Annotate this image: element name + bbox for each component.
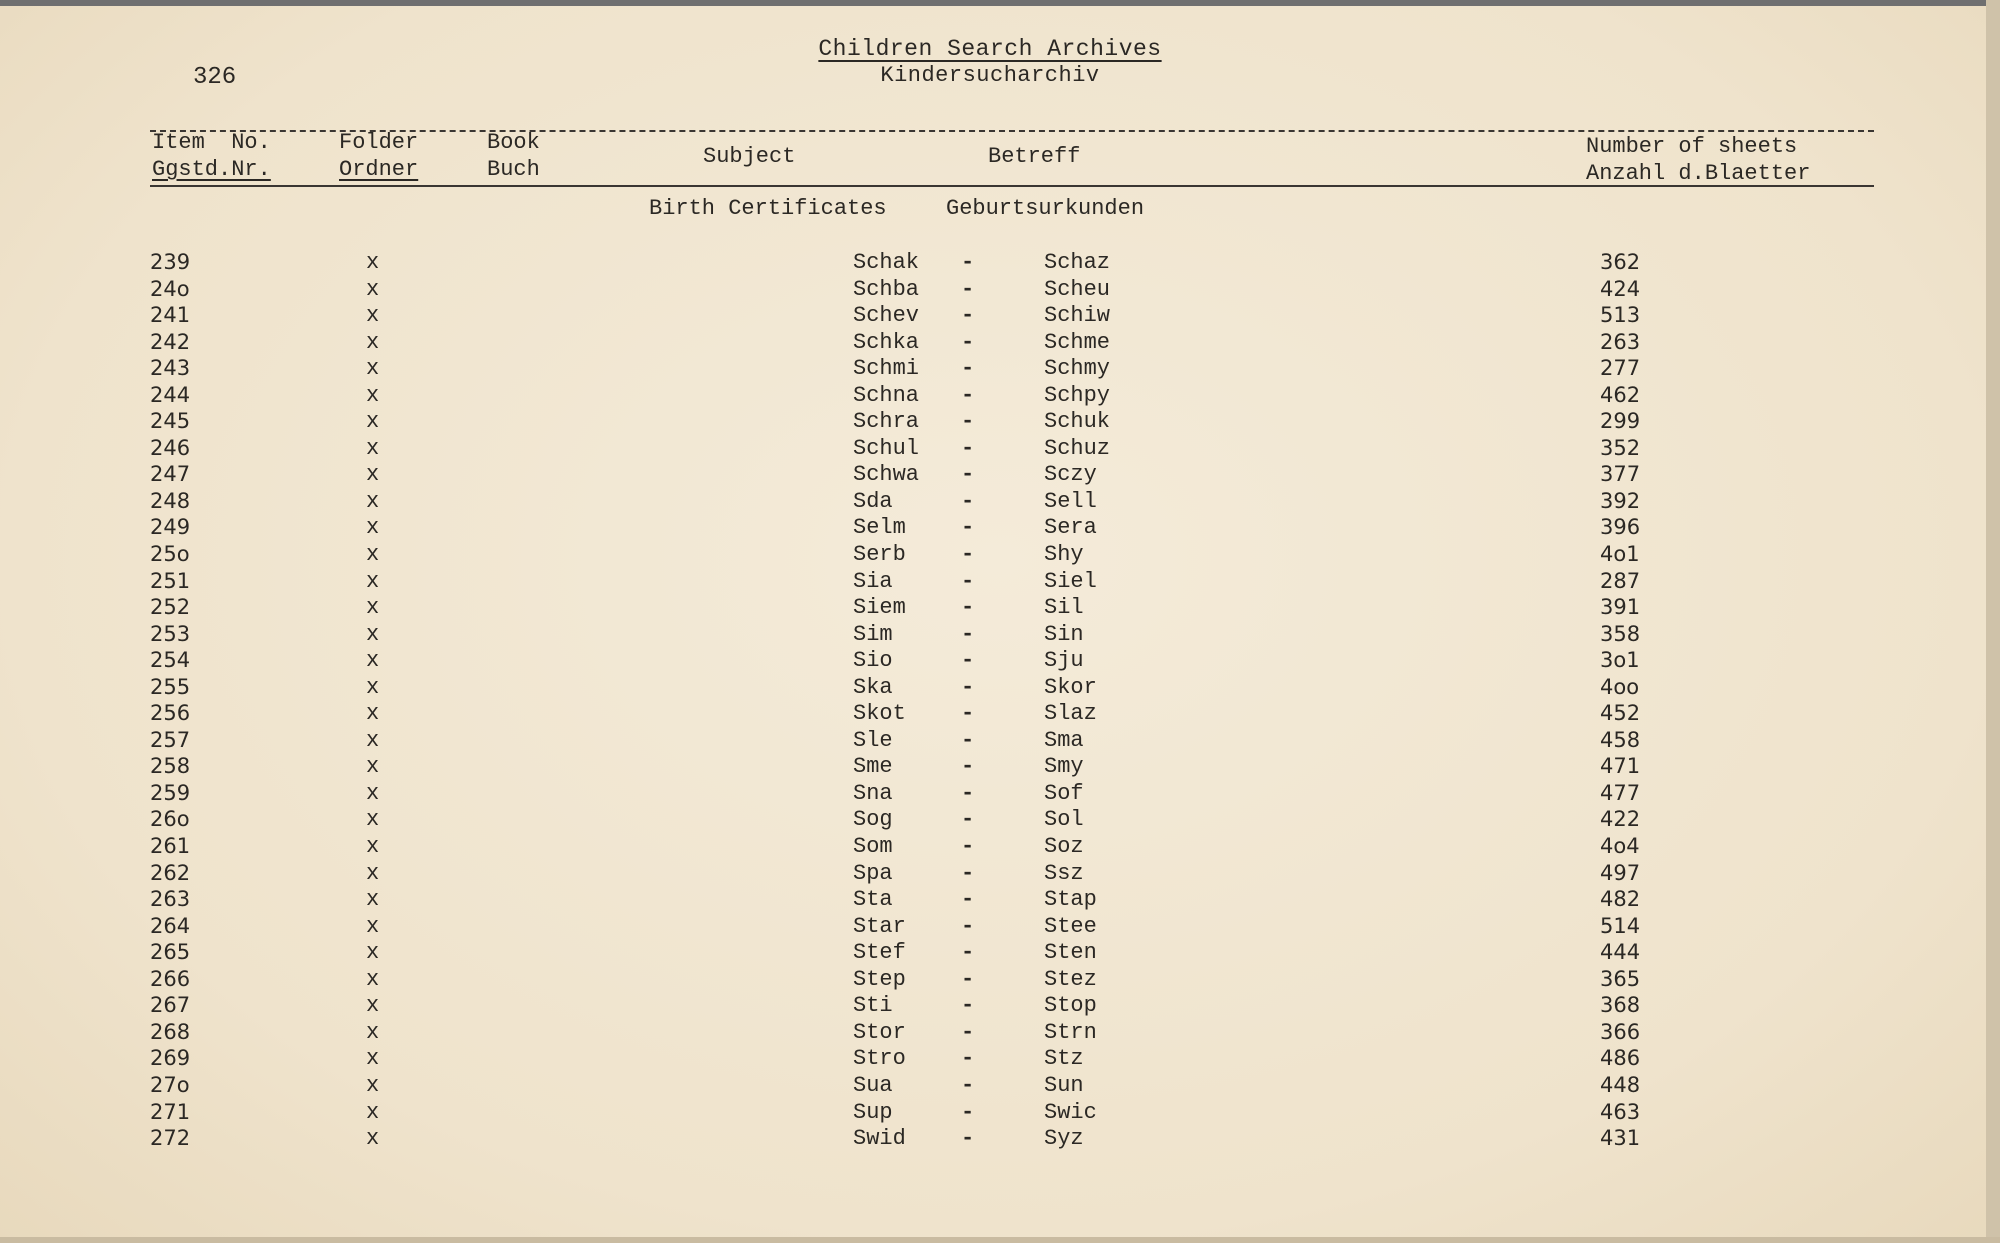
- item-number: 262: [150, 860, 191, 885]
- folder-mark: x: [366, 648, 380, 674]
- item-number: 268: [150, 1019, 191, 1044]
- item-number: 245: [150, 409, 191, 434]
- folder-mark: x: [366, 1099, 380, 1125]
- table-row: [0, 489, 2000, 516]
- range-dash: -: [961, 674, 975, 700]
- range-from: Sua: [853, 1072, 893, 1098]
- table-row: [0, 675, 2000, 702]
- range-dash: -: [961, 356, 975, 382]
- item-number: 253: [150, 621, 191, 646]
- header-folder: [339, 129, 418, 183]
- item-number: 246: [150, 435, 191, 460]
- range-from: Stor: [853, 1019, 906, 1045]
- table-row: [0, 515, 2000, 542]
- item-number: 272: [150, 1126, 191, 1151]
- range-dash: -: [961, 807, 975, 833]
- range-to: Siel: [1044, 568, 1097, 594]
- range-from: Serb: [853, 542, 906, 568]
- range-dash: -: [961, 303, 975, 329]
- table-row: [0, 701, 2000, 728]
- range-dash: -: [961, 1046, 975, 1072]
- item-number: 265: [150, 940, 191, 965]
- sheet-count: 513: [1600, 303, 1641, 328]
- item-number: 239: [150, 250, 191, 274]
- page-number: 326: [193, 64, 237, 91]
- table-row: [0, 914, 2000, 941]
- folder-mark: x: [366, 621, 380, 647]
- range-dash: -: [961, 834, 975, 860]
- range-to: Sin: [1044, 621, 1084, 647]
- range-from: Sti: [853, 993, 893, 1019]
- table-row: [0, 1020, 2000, 1047]
- scan-edge-bottom: [0, 1237, 2000, 1243]
- range-from: Schka: [853, 329, 920, 355]
- sheet-count: 463: [1600, 1099, 1641, 1124]
- header-subject: Subject: [703, 144, 796, 169]
- sheet-count: 471: [1600, 754, 1641, 779]
- sheet-count: 424: [1600, 276, 1641, 301]
- range-to: Schiw: [1044, 303, 1111, 329]
- header-sheets-de: Anzahl d.Blaetter: [1586, 161, 1811, 186]
- range-to: Sczy: [1044, 462, 1097, 488]
- folder-mark: x: [366, 276, 380, 302]
- item-number: 263: [150, 887, 191, 912]
- folder-mark: x: [366, 568, 380, 594]
- range-dash: -: [961, 860, 975, 886]
- item-number: 26o: [150, 807, 190, 832]
- range-from: Sda: [853, 488, 893, 514]
- title-block: [740, 36, 1240, 88]
- folder-mark: x: [366, 940, 380, 966]
- range-from: Schmi: [853, 356, 920, 382]
- folder-mark: x: [366, 488, 380, 514]
- folder-mark: x: [366, 542, 380, 568]
- sheet-count: 368: [1600, 993, 1641, 1018]
- sheet-count: 366: [1600, 1019, 1641, 1044]
- range-from: Sim: [853, 621, 893, 647]
- range-from: Siem: [853, 595, 906, 621]
- item-number: 244: [150, 382, 191, 407]
- section-title-english: Birth Certificates: [649, 196, 887, 221]
- folder-mark: x: [366, 966, 380, 992]
- item-number: 252: [150, 595, 191, 620]
- range-dash: -: [961, 940, 975, 966]
- folder-mark: x: [366, 409, 380, 435]
- sheet-count: 477: [1600, 780, 1641, 805]
- sheet-count: 4oo: [1600, 674, 1640, 699]
- range-to: Swic: [1044, 1099, 1097, 1125]
- range-to: Strn: [1044, 1019, 1097, 1045]
- sheet-count: 287: [1600, 568, 1641, 593]
- table-row: [0, 728, 2000, 755]
- table-row: [0, 1046, 2000, 1073]
- range-to: Scheu: [1044, 276, 1111, 302]
- range-to: Sera: [1044, 515, 1097, 541]
- table-row: [0, 967, 2000, 994]
- sheet-count: 352: [1600, 435, 1641, 460]
- table-row: [0, 330, 2000, 357]
- folder-mark: x: [366, 435, 380, 461]
- range-dash: -: [961, 1072, 975, 1098]
- range-from: Schev: [853, 303, 920, 329]
- item-number: 24o: [150, 276, 190, 301]
- folder-mark: x: [366, 754, 380, 780]
- sheet-count: 458: [1600, 727, 1641, 752]
- range-from: Schba: [853, 276, 920, 302]
- range-from: Step: [853, 966, 906, 992]
- sheet-count: 514: [1600, 913, 1641, 938]
- range-to: Sil: [1044, 595, 1084, 621]
- range-to: Sun: [1044, 1072, 1084, 1098]
- item-number: 267: [150, 993, 191, 1018]
- table-row: [0, 807, 2000, 834]
- sheet-count: 396: [1600, 515, 1641, 540]
- range-dash: -: [961, 887, 975, 913]
- header-number-of-sheets: [1586, 133, 1810, 187]
- range-to: Skor: [1044, 674, 1097, 700]
- range-to: Sma: [1044, 727, 1084, 753]
- range-dash: -: [961, 542, 975, 568]
- range-to: Sof: [1044, 780, 1084, 806]
- range-from: Schwa: [853, 462, 920, 488]
- range-to: Soz: [1044, 834, 1084, 860]
- range-dash: -: [961, 966, 975, 992]
- table-row: [0, 542, 2000, 569]
- range-dash: -: [961, 648, 975, 674]
- item-number: 269: [150, 1046, 191, 1071]
- range-dash: -: [961, 727, 975, 753]
- range-dash: -: [961, 595, 975, 621]
- range-from: Stef: [853, 940, 906, 966]
- range-to: Schuk: [1044, 409, 1111, 435]
- range-from: Som: [853, 834, 893, 860]
- folder-mark: x: [366, 462, 380, 488]
- range-from: Selm: [853, 515, 906, 541]
- range-from: Swid: [853, 1126, 906, 1152]
- table-row: [0, 356, 2000, 383]
- header-folder-en: Folder: [339, 130, 419, 155]
- range-from: Sog: [853, 807, 893, 833]
- table-row: [0, 993, 2000, 1020]
- range-to: Stee: [1044, 913, 1097, 939]
- range-dash: -: [961, 913, 975, 939]
- range-to: Schuz: [1044, 435, 1111, 461]
- folder-mark: x: [366, 674, 380, 700]
- table-row: [0, 834, 2000, 861]
- item-number: 271: [150, 1099, 191, 1124]
- sheet-count: 444: [1600, 940, 1641, 965]
- range-from: Star: [853, 913, 906, 939]
- table-row: [0, 754, 2000, 781]
- header-book-en: Book: [487, 130, 540, 155]
- range-to: Sten: [1044, 940, 1097, 966]
- folder-mark: x: [366, 356, 380, 382]
- sheet-count: 431: [1600, 1126, 1641, 1151]
- range-to: Stap: [1044, 887, 1097, 913]
- item-number: 256: [150, 701, 191, 726]
- table-row: [0, 462, 2000, 489]
- sheet-count: 362: [1600, 250, 1641, 274]
- folder-mark: x: [366, 807, 380, 833]
- item-number: 255: [150, 674, 191, 699]
- range-to: Shy: [1044, 542, 1084, 568]
- header-book: [487, 129, 540, 183]
- table-row: [0, 409, 2000, 436]
- range-to: Slaz: [1044, 701, 1097, 727]
- folder-mark: x: [366, 1046, 380, 1072]
- range-from: Sio: [853, 648, 893, 674]
- range-to: Stz: [1044, 1046, 1084, 1072]
- item-number: 264: [150, 913, 191, 938]
- folder-mark: x: [366, 595, 380, 621]
- item-number: 251: [150, 568, 191, 593]
- sheet-count: 486: [1600, 1046, 1641, 1071]
- sheet-count: 391: [1600, 595, 1641, 620]
- folder-mark: x: [366, 250, 380, 275]
- table-row: [0, 383, 2000, 410]
- range-dash: -: [961, 993, 975, 1019]
- item-number: 27o: [150, 1072, 190, 1097]
- table-row: [0, 1126, 2000, 1153]
- range-from: Schak: [853, 250, 920, 275]
- item-number: 249: [150, 515, 191, 540]
- range-dash: -: [961, 409, 975, 435]
- range-dash: -: [961, 1099, 975, 1125]
- folder-mark: x: [366, 834, 380, 860]
- table-row: [0, 622, 2000, 649]
- range-dash: -: [961, 515, 975, 541]
- range-from: Sup: [853, 1099, 893, 1125]
- header-folder-de: Ordner: [339, 157, 419, 182]
- sheet-count: 263: [1600, 329, 1641, 354]
- header-book-de: Buch: [487, 157, 540, 182]
- item-number: 258: [150, 754, 191, 779]
- title-english: Children Search Archives: [818, 36, 1162, 62]
- range-to: Smy: [1044, 754, 1084, 780]
- range-from: Stro: [853, 1046, 906, 1072]
- sheet-count: 448: [1600, 1072, 1641, 1097]
- range-from: Ska: [853, 674, 893, 700]
- range-from: Schra: [853, 409, 920, 435]
- item-number: 254: [150, 648, 191, 673]
- table-row: [0, 781, 2000, 808]
- range-from: Sta: [853, 887, 893, 913]
- range-to: Sju: [1044, 648, 1084, 674]
- folder-mark: x: [366, 1072, 380, 1098]
- range-to: Schme: [1044, 329, 1111, 355]
- range-from: Skot: [853, 701, 906, 727]
- table-row: [0, 1073, 2000, 1100]
- folder-mark: x: [366, 727, 380, 753]
- header-betreff: Betreff: [988, 144, 1081, 169]
- sheet-count: 277: [1600, 356, 1641, 381]
- range-from: Spa: [853, 860, 893, 886]
- table-row: [0, 595, 2000, 622]
- range-to: Schpy: [1044, 382, 1111, 408]
- item-number: 241: [150, 303, 191, 328]
- item-number: 248: [150, 488, 191, 513]
- range-dash: -: [961, 329, 975, 355]
- header-item-number: [152, 129, 271, 183]
- range-to: Schmy: [1044, 356, 1111, 382]
- range-to: Sol: [1044, 807, 1084, 833]
- range-dash: -: [961, 780, 975, 806]
- range-dash: -: [961, 488, 975, 514]
- folder-mark: x: [366, 887, 380, 913]
- range-from: Schul: [853, 435, 920, 461]
- table-row: [0, 569, 2000, 596]
- range-to: Ssz: [1044, 860, 1084, 886]
- item-number: 266: [150, 966, 191, 991]
- range-dash: -: [961, 754, 975, 780]
- range-from: Sia: [853, 568, 893, 594]
- section-title-german: Geburtsurkunden: [946, 196, 1145, 221]
- table-row: [0, 250, 2000, 277]
- sheet-count: 4o1: [1600, 542, 1640, 567]
- table-row: [0, 940, 2000, 967]
- range-to: Syz: [1044, 1126, 1084, 1152]
- table-row: [0, 436, 2000, 463]
- folder-mark: x: [366, 993, 380, 1019]
- table-row: [0, 1100, 2000, 1127]
- item-number: 259: [150, 780, 191, 805]
- range-dash: -: [961, 250, 975, 275]
- range-from: Sna: [853, 780, 893, 806]
- title-german: Kindersucharchiv: [880, 63, 1100, 88]
- range-dash: -: [961, 276, 975, 302]
- range-from: Sle: [853, 727, 893, 753]
- item-number: 261: [150, 834, 191, 859]
- folder-mark: x: [366, 329, 380, 355]
- range-dash: -: [961, 1019, 975, 1045]
- scan-edge-top: [0, 0, 2000, 6]
- folder-mark: x: [366, 913, 380, 939]
- range-from: Sme: [853, 754, 893, 780]
- range-from: Schna: [853, 382, 920, 408]
- folder-mark: x: [366, 1126, 380, 1152]
- folder-mark: x: [366, 303, 380, 329]
- sheet-count: 422: [1600, 807, 1641, 832]
- folder-mark: x: [366, 515, 380, 541]
- item-number: 242: [150, 329, 191, 354]
- header-sheets-en: Number of sheets: [1586, 134, 1798, 159]
- item-number: 247: [150, 462, 191, 487]
- folder-mark: x: [366, 701, 380, 727]
- range-dash: -: [961, 462, 975, 488]
- item-number: 25o: [150, 542, 190, 567]
- range-dash: -: [961, 1126, 975, 1152]
- header-item-de: Ggstd.Nr.: [152, 157, 271, 182]
- table-row: [0, 887, 2000, 914]
- sheet-count: 299: [1600, 409, 1641, 434]
- item-number: 243: [150, 356, 191, 381]
- sheet-count: 377: [1600, 462, 1641, 487]
- header-rule-bottom: [150, 185, 1874, 187]
- range-to: Schaz: [1044, 250, 1111, 275]
- range-dash: -: [961, 382, 975, 408]
- table-row: [0, 303, 2000, 330]
- sheet-count: 365: [1600, 966, 1641, 991]
- range-dash: -: [961, 568, 975, 594]
- range-to: Stop: [1044, 993, 1097, 1019]
- range-dash: -: [961, 621, 975, 647]
- records-table: [0, 250, 2000, 1153]
- sheet-count: 462: [1600, 382, 1641, 407]
- sheet-count: 392: [1600, 488, 1641, 513]
- item-number: 257: [150, 727, 191, 752]
- folder-mark: x: [366, 860, 380, 886]
- table-row: [0, 277, 2000, 304]
- range-to: Sell: [1044, 488, 1097, 514]
- sheet-count: 3o1: [1600, 648, 1640, 673]
- folder-mark: x: [366, 382, 380, 408]
- folder-mark: x: [366, 1019, 380, 1045]
- sheet-count: 358: [1600, 621, 1641, 646]
- sheet-count: 452: [1600, 701, 1641, 726]
- table-row: [0, 648, 2000, 675]
- folder-mark: x: [366, 780, 380, 806]
- sheet-count: 497: [1600, 860, 1641, 885]
- range-dash: -: [961, 701, 975, 727]
- range-to: Stez: [1044, 966, 1097, 992]
- header-item-en: Item No.: [152, 130, 271, 155]
- table-row: [0, 861, 2000, 888]
- sheet-count: 482: [1600, 887, 1641, 912]
- range-dash: -: [961, 435, 975, 461]
- sheet-count: 4o4: [1600, 834, 1640, 859]
